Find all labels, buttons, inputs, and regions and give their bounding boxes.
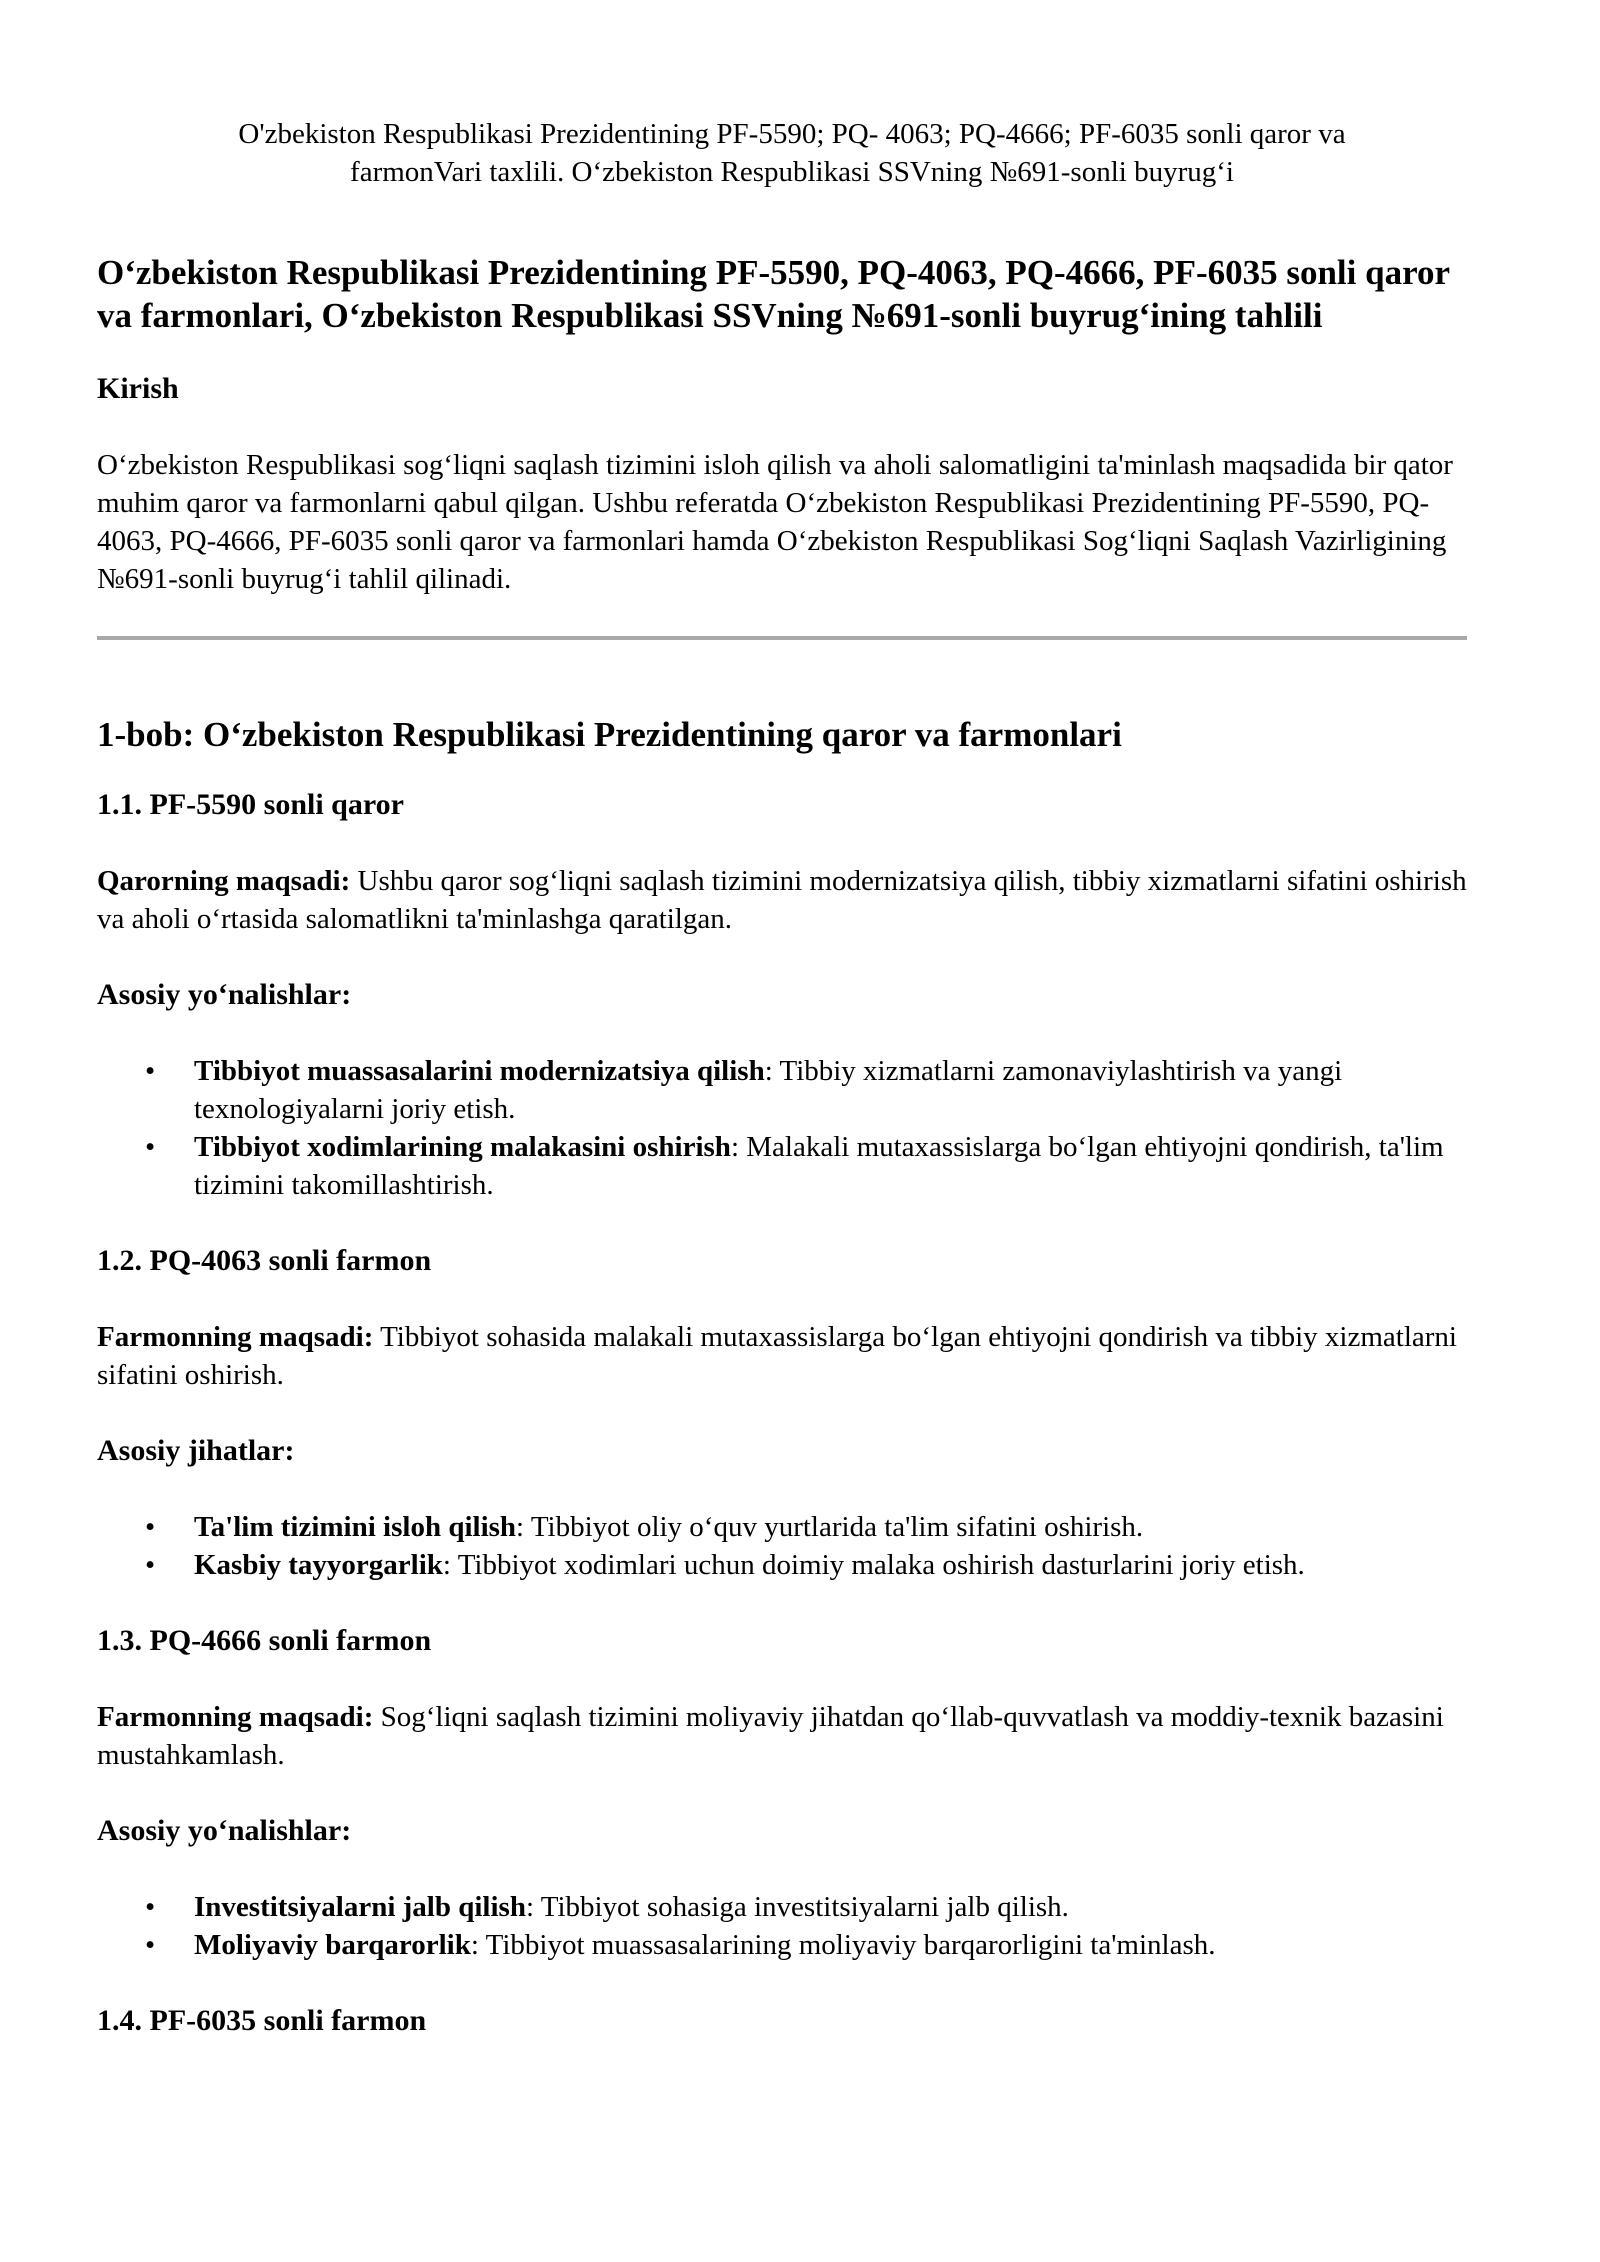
- section-divider: [97, 636, 1467, 640]
- section-1-3-goal: [97, 1698, 1467, 1774]
- section-1-2-list: [97, 1508, 1467, 1584]
- section-1-1-heading: 1.1. PF-5590 sonli qaror: [97, 788, 404, 821]
- header-line-2: farmonVari taxlili. O‘zbekiston Respublikasi SSVning №691-sonli buyrug‘i: [350, 156, 1234, 188]
- list-item-term: Moliyaviy barqarorlik: [194, 1929, 471, 1961]
- list-item-term: Tibbiyot xodimlarining malakasini oshirish: [194, 1131, 731, 1163]
- bullet-icon: •: [145, 1511, 156, 1543]
- bullet-icon: •: [145, 1929, 156, 1961]
- list-item-text: : Tibbiy xizmatlarni zamonaviylashtirish va yangi texnologiyalarni joriy etish.: [194, 1055, 1343, 1125]
- chapter-1-title: 1-bob: O‘zbekiston Respublikasi Prezidentining qaror va farmonlari: [97, 715, 1122, 754]
- bullet-icon: •: [145, 1055, 156, 1087]
- list-item-text: : Tibbiyot oliy o‘quv yurtlarida ta'lim sifatini oshirish.: [516, 1511, 1144, 1543]
- section-1-1-goal: [97, 862, 1467, 938]
- section-1-3-list: [97, 1888, 1467, 1964]
- section-1-1-list-heading: Asosiy yo‘nalishlar:: [97, 978, 352, 1011]
- list-item-text: : Tibbiyot xodimlari uchun doimiy malaka oshirish dasturlarini joriy etish.: [442, 1549, 1305, 1581]
- goal-label: Farmonning maqsadi:: [97, 1701, 374, 1733]
- list-item: [97, 1128, 1467, 1204]
- document-header: [97, 115, 1467, 191]
- goal-label: Farmonning maqsadi:: [97, 1321, 374, 1353]
- section-1-3-list-heading: Asosiy yo‘nalishlar:: [97, 1814, 352, 1847]
- document-page: [97, 0, 1467, 2040]
- bullet-icon: •: [145, 1131, 156, 1163]
- list-item: [97, 1052, 1467, 1128]
- section-1-2-goal: [97, 1318, 1467, 1394]
- document-title: O‘zbekiston Respublikasi Prezidentining PF-5590, PQ-4063, PQ-4666, PF-6035 sonli qaror va farmonlari, O‘zbekiston Respublikasi SSVning №691-sonli buyrug‘ining tahlili: [97, 253, 1450, 335]
- list-item: [97, 1546, 1467, 1584]
- section-1-3-heading: 1.3. PQ-4666 sonli farmon: [97, 1624, 432, 1657]
- section-1-4-heading: 1.4. PF-6035 sonli farmon: [97, 2004, 427, 2037]
- list-item-text: : Tibbiyot sohasiga investitsiyalarni jalb qilish.: [525, 1891, 1069, 1923]
- goal-label: Qarorning maqsadi:: [97, 865, 351, 897]
- goal-text: Sog‘liqni saqlash tizimini moliyaviy jihatdan qo‘llab-quvvatlash va moddiy-texnik bazasini mustahkamlash.: [97, 1701, 1444, 1771]
- list-item: [97, 1926, 1467, 1964]
- list-item: [97, 1888, 1467, 1926]
- bullet-icon: •: [145, 1549, 156, 1581]
- intro-paragraph: O‘zbekiston Respublikasi sog‘liqni saqlash tizimini isloh qilish va aholi salomatligini ta'minlash maqsadida bir qator muhim qaror va farmonlarni qabul qilgan. Ushbu referatda O‘zbekiston Respublikasi Prezidentining PF-5590, PQ-4063, PQ-4666, PF-6035 sonli qaror va farmonlari hamda O‘zbekiston Respublikasi Sog‘liqni Saqlash Vazirligining №691-sonli buyrug‘i tahlil qilinadi.: [97, 449, 1453, 595]
- bullet-icon: •: [145, 1891, 156, 1923]
- list-item-text: : Malakali mutaxassislarga bo‘lgan ehtiyojni qondirish, ta'lim tizimini takomillashtirish.: [194, 1131, 1444, 1201]
- list-item-term: Kasbiy tayyorgarlik: [194, 1549, 443, 1581]
- goal-text: Ushbu qaror sog‘liqni saqlash tizimini modernizatsiya qilish, tibbiy xizmatlarni sifatini oshirish va aholi o‘rtasida salomatlikni ta'minlashga qaratilgan.: [97, 865, 1467, 935]
- list-item-term: Investitsiyalarni jalb qilish: [194, 1891, 526, 1923]
- goal-text: Tibbiyot sohasida malakali mutaxassislarga bo‘lgan ehtiyojni qondirish va tibbiy xizmatlarni sifatini oshirish.: [97, 1321, 1457, 1391]
- section-1-2-list-heading: Asosiy jihatlar:: [97, 1434, 295, 1467]
- list-item: [97, 1508, 1467, 1546]
- header-line-1: O'zbekiston Respublikasi Prezidentining PF-5590; PQ- 4063; PQ-4666; PF-6035 sonli qaror va: [238, 118, 1346, 150]
- list-item-term: Ta'lim tizimini isloh qilish: [194, 1511, 517, 1543]
- section-1-1-list: [97, 1052, 1467, 1204]
- section-1-2-heading: 1.2. PQ-4063 sonli farmon: [97, 1244, 432, 1277]
- list-item-term: Tibbiyot muassasalarini modernizatsiya qilish: [194, 1055, 765, 1087]
- intro-heading: Kirish: [97, 372, 179, 405]
- list-item-text: : Tibbiyot muassasalarining moliyaviy barqarorligini ta'minlash.: [470, 1929, 1216, 1961]
